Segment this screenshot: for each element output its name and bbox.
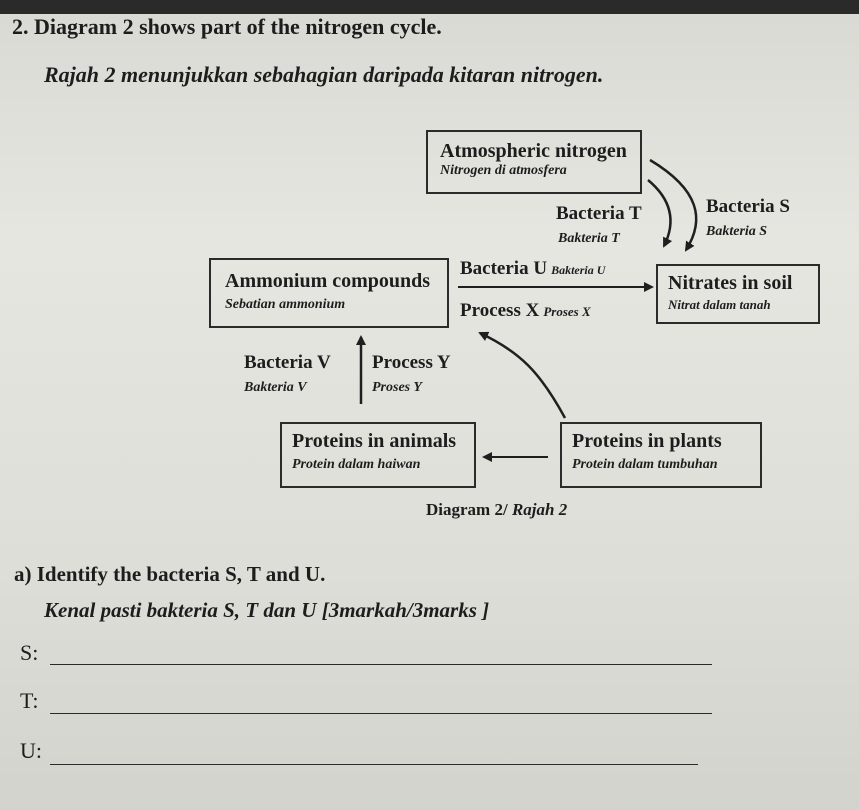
arrow-atmospheric-to-nitrates-outer [650,160,696,250]
nitrates-in-soil-ms: Nitrat dalam tanah [668,297,771,312]
bacteria-u-en: Bacteria U [460,258,548,279]
diagram-caption-en: Diagram 2/ [426,500,508,519]
diagram-caption [426,500,567,520]
atmospheric-nitrogen-en: Atmospheric nitrogen [440,140,627,162]
bacteria-t-ms: Bakteria T [558,231,620,246]
process-x-label [460,300,591,322]
bacteria-s-ms: Bakteria S [706,224,768,239]
question-heading-en: 2. Diagram 2 shows part of the nitrogen cycle. [12,14,442,39]
process-y-en: Process Y [372,352,451,373]
proteins-in-animals-en: Proteins in animals [292,430,457,452]
diagram-caption-ms: Rajah 2 [511,500,568,519]
proteins-in-plants-ms: Protein dalam tumbuhan [572,457,718,472]
proteins-in-plants-en: Proteins in plants [572,430,722,452]
process-x-ms: Proses X [543,304,591,319]
ammonium-compounds-ms: Sebatian ammonium [225,297,346,312]
arrow-plants-to-ammonium [480,333,565,418]
proteins-in-animals-ms: Protein dalam haiwan [292,457,421,472]
answer-s-label: S: [20,640,39,665]
atmospheric-nitrogen-ms: Nitrogen di atmosfera [440,163,567,178]
answer-t-field[interactable] [50,713,712,714]
answer-s-field[interactable] [50,664,712,665]
ammonium-compounds-en: Ammonium compounds [225,270,431,292]
part-a-prompt-en: a) Identify the bacteria S, T and U. [14,562,326,586]
bacteria-v-ms: Bakteria V [244,380,307,395]
bacteria-u-label [460,258,605,280]
question-heading-ms: Rajah 2 menunjukkan sebahagian daripada kitaran nitrogen. [44,62,604,87]
proteins-in-plants-box [560,422,762,488]
atmospheric-nitrogen-box [426,130,642,194]
nitrates-in-soil-en: Nitrates in soil [668,272,793,294]
ammonium-compounds-box [209,258,449,328]
nitrates-in-soil-box [656,264,820,324]
answer-t-label: T: [20,688,39,713]
process-y-ms: Proses Y [372,380,422,395]
bacteria-u-ms: Bakteria U [551,263,606,277]
answer-u-field[interactable] [50,764,698,765]
bacteria-s-en: Bacteria S [706,196,790,217]
arrow-bacteria-t [648,180,671,246]
bacteria-v-en: Bacteria V [244,352,331,373]
process-x-en: Process X [460,300,540,321]
bacteria-t-en: Bacteria T [556,203,642,224]
part-a-prompt-ms: Kenal pasti bakteria S, T dan U [3markah/3marks ] [44,598,490,622]
answer-u-label: U: [20,738,42,763]
proteins-in-animals-box [280,422,476,488]
